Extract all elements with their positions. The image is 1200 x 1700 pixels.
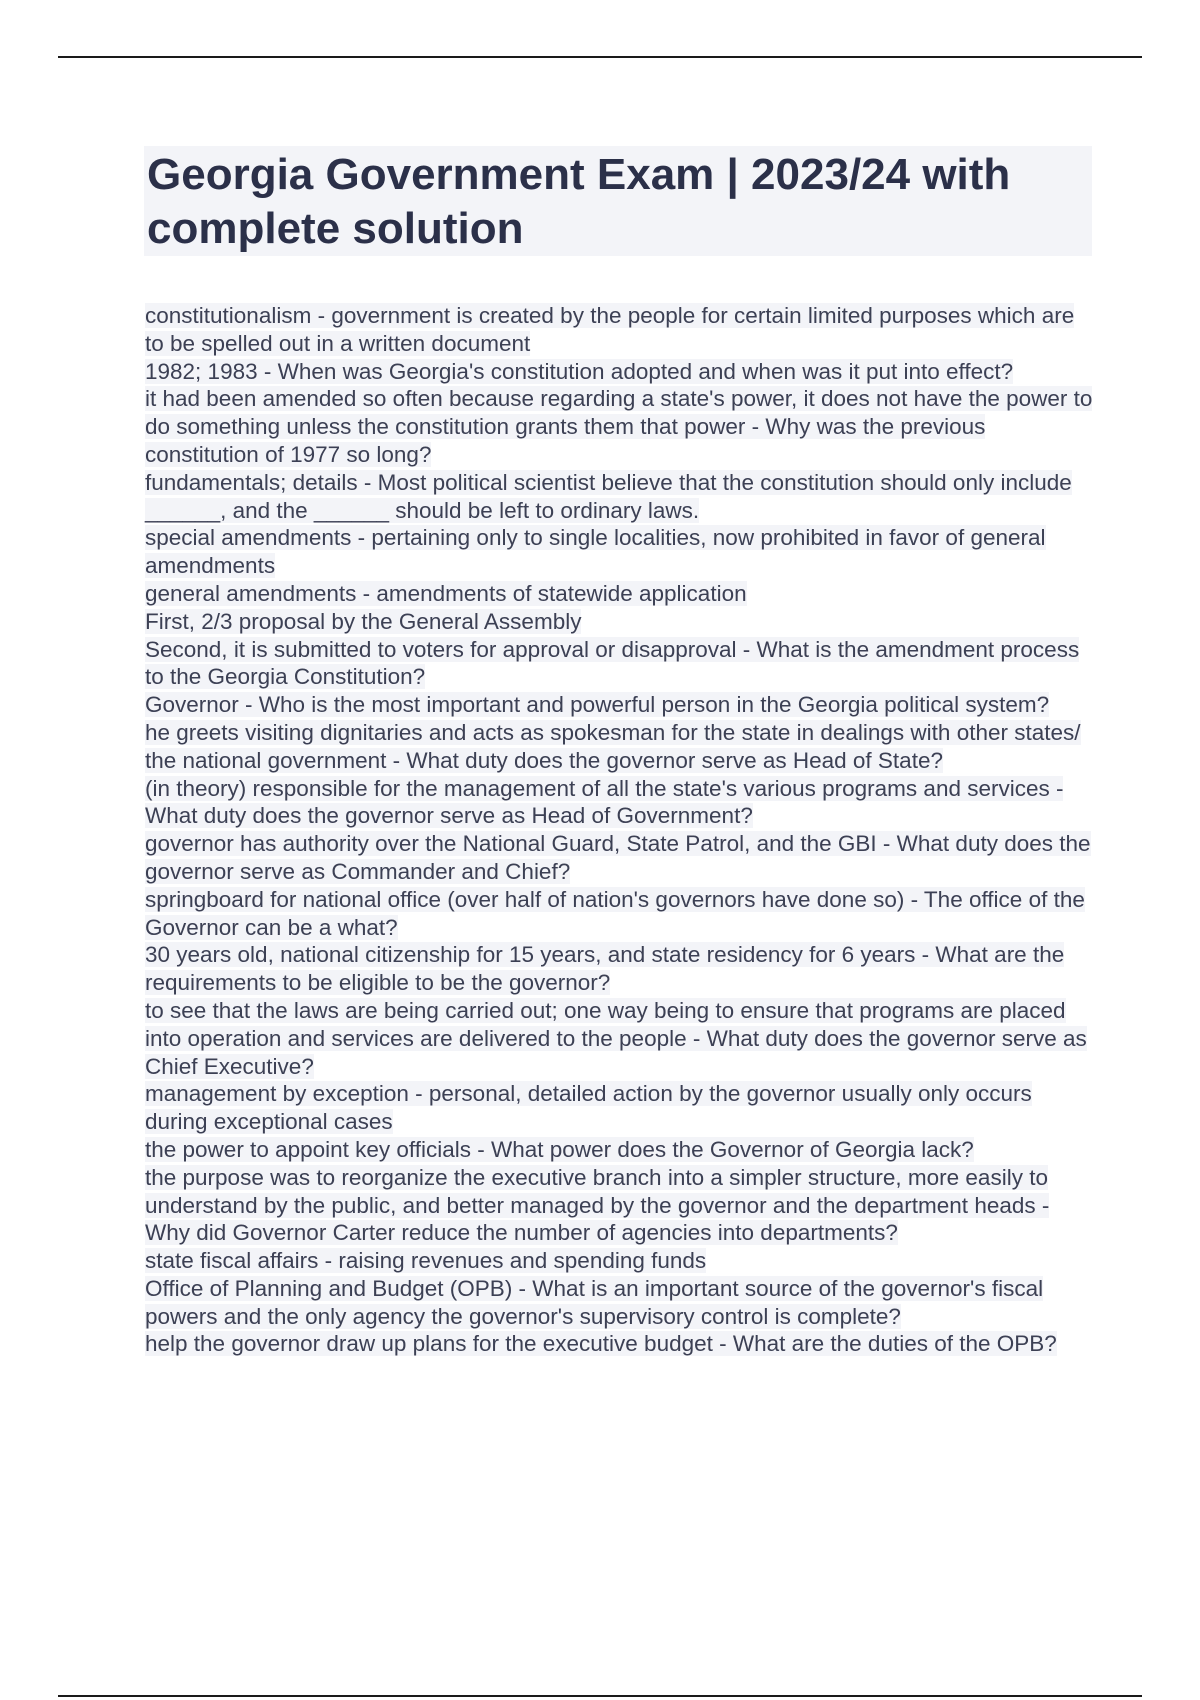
bottom-rule — [58, 1695, 1142, 1697]
qa-entry: constitutionalism - government is created by the people for certain limited purposes which are to be spelled out in a written document — [145, 303, 1075, 356]
qa-entry: (in theory) responsible for the management of all the state's various programs and services - What duty does the governor serve as Head of Government? — [145, 775, 1064, 829]
page-title: Georgia Government Exam | 2023/24 with complete solution — [147, 150, 1011, 253]
qa-entry: the purpose was to reorganize the executive branch into a simpler structure, more easily to understand by the public, and better managed by the governor and the department heads - Why did Governor Carter reduce the number of agencies into departments? — [145, 1164, 1050, 1246]
qa-entry: it had been amended so often because regarding a state's power, it does not have the power to do something unless the constitution grants them that power - Why was the previous constitution of 1977 so long? — [145, 386, 1093, 467]
qa-entry: special amendments - pertaining only to single localities, now prohibited in favor of general amendments — [145, 525, 1046, 579]
qa-entry: state fiscal affairs - raising revenues and spending funds — [145, 1248, 707, 1274]
qa-entry: Governor - Who is the most important and powerful person in the Georgia political system? — [145, 692, 1050, 718]
qa-entry: Office of Planning and Budget (OPB) - What is an important source of the governor's fiscal powers and the only agency the governor's supervisory control is complete? — [145, 1275, 1044, 1329]
qa-entry: 1982; 1983 - When was Georgia's constitution adopted and when was it put into effect? — [145, 358, 1014, 384]
qa-entry: management by exception - personal, detailed action by the governor usually only occurs during exceptional cases — [145, 1081, 1032, 1135]
qa-entry: the power to appoint key officials - What power does the Governor of Georgia lack? — [145, 1136, 974, 1162]
qa-entry: 30 years old, national citizenship for 15 years, and state residency for 6 years - What are the requirements to be eligible to be the governor? — [145, 942, 1065, 996]
qa-entry: Second, it is submitted to voters for approval or disapproval - What is the amendment process to the Georgia Constitution? — [145, 636, 1080, 690]
qa-entry: to see that the laws are being carried out; one way being to ensure that programs are placed into operation and services are delivered to the people - What duty does the governor serve as Chief Executive? — [145, 997, 1087, 1079]
top-rule — [58, 56, 1142, 58]
qa-entry: help the governor draw up plans for the executive budget - What are the duties of the OPB? — [145, 1331, 1057, 1357]
qa-entry: First, 2/3 proposal by the General Assembly — [145, 608, 582, 634]
qa-content — [145, 302, 1095, 1358]
qa-entry: general amendments - amendments of statewide application — [145, 580, 747, 606]
qa-entry: springboard for national office (over half of nation's governors have done so) - The office of the Governor can be a what? — [145, 886, 1085, 940]
qa-entry: he greets visiting dignitaries and acts as spokesman for the state in dealings with other states/ the national government - What duty does the governor serve as Head of State? — [145, 719, 1081, 773]
qa-entry: fundamentals; details - Most political scientist believe that the constitution should only include ______, and the ______ should be left to ordinary laws. — [145, 469, 1072, 523]
qa-entry: governor has authority over the National Guard, State Patrol, and the GBI - What duty does the governor serve as Commander and Chief? — [145, 831, 1091, 884]
